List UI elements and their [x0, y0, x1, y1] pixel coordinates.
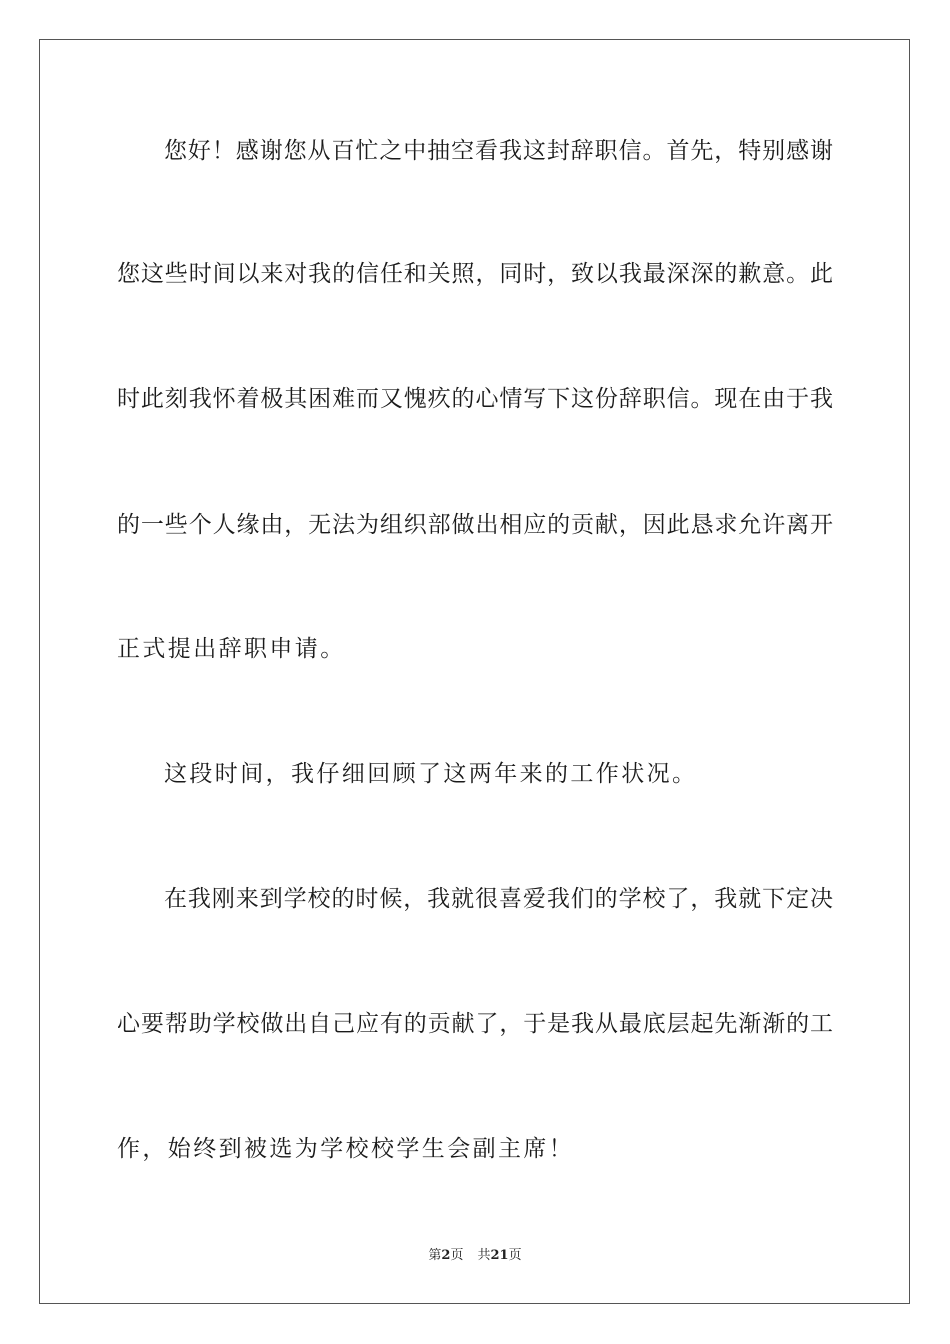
page-label-suffix: 页 [450, 1248, 464, 1263]
page-footer [0, 1247, 950, 1265]
total-pages: 21 [490, 1248, 509, 1263]
page-frame [39, 39, 910, 1304]
paragraph-line: 这段时间，我仔细回顾了这两年来的工作状况。 [164, 761, 698, 787]
paragraph-line: 作，始终到被选为学校校学生会副主席！ [117, 1136, 575, 1162]
paragraph-line: 心要帮助学校做出自己应有的贡献了，于是我从最底层起先渐渐的工 [117, 1011, 833, 1037]
page-label-prefix: 第 [428, 1248, 442, 1263]
paragraph-line: 您这些时间以来对我的信任和关照，同时，致以我最深深的歉意。此 [117, 261, 833, 287]
total-label-suffix: 页 [508, 1248, 522, 1263]
paragraph-line: 的一些个人缘由，无法为组织部做出相应的贡献，因此恳求允许离开 [117, 512, 833, 538]
paragraph-line: 在我刚来到学校的时候，我就很喜爱我们的学校了，我就下定决 [164, 886, 833, 912]
paragraph-line: 正式提出辞职申请。 [117, 636, 346, 662]
total-label-prefix: 共 [477, 1248, 491, 1263]
paragraph-line: 您好！感谢您从百忙之中抽空看我这封辞职信。首先，特别感谢 [164, 138, 833, 164]
paragraph-line: 时此刻我怀着极其困难而又愧疚的心情写下这份辞职信。现在由于我 [117, 386, 833, 412]
page-number: 2 [441, 1248, 451, 1263]
